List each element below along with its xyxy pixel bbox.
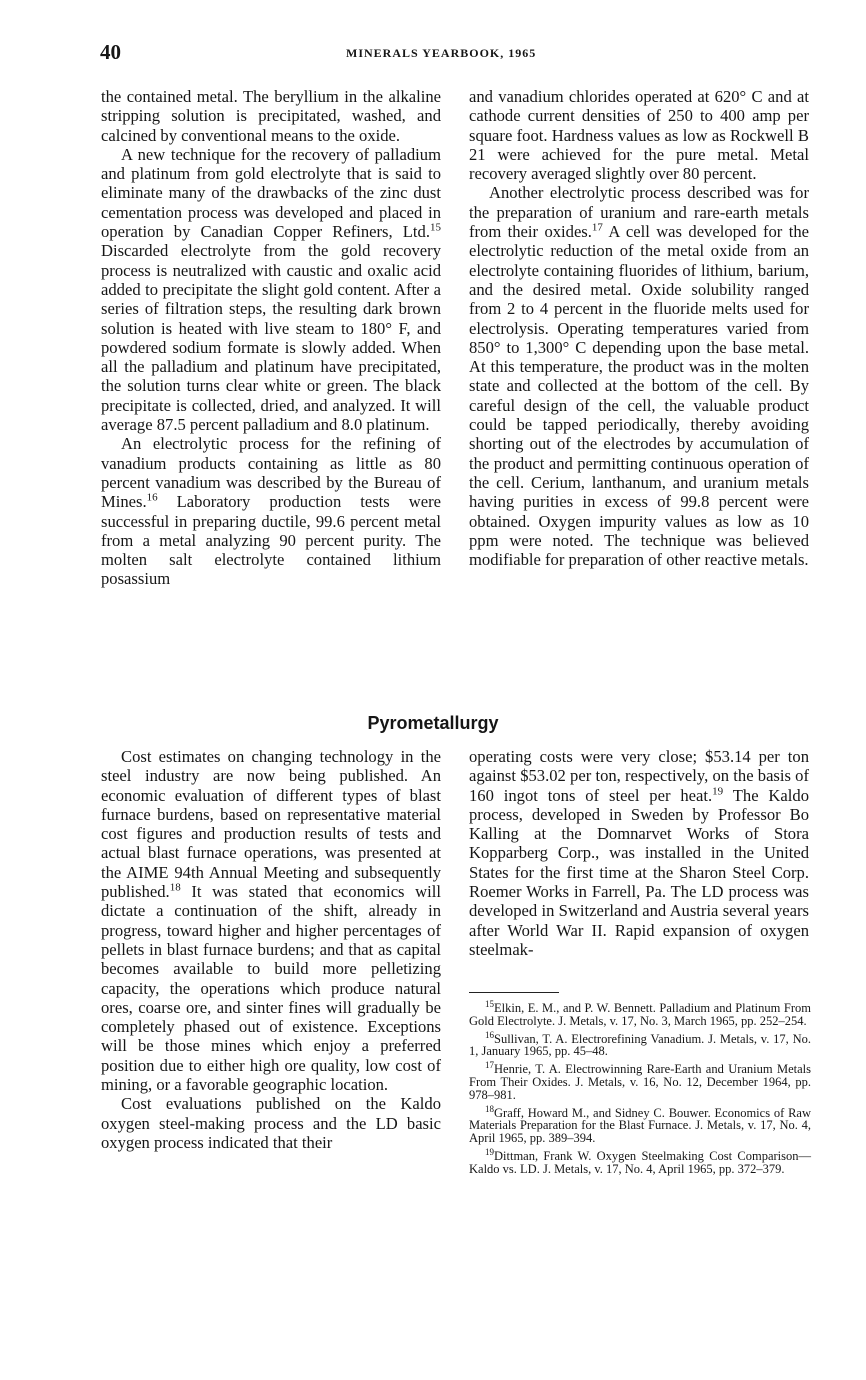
footnote-text: Graff, Howard M., and Sidney C. Bouwer. Economics of Raw Materials Preparation for the Blast Furnace. J. Metals, v. 17, No. 4, April 1965, pp. 389–394. [469,1105,811,1146]
paragraph [469,747,809,959]
footnote [469,1103,811,1146]
footnote-reference: 15 [430,221,441,234]
section-heading: Pyrometallurgy [367,713,499,733]
page-number: 40 [100,40,121,64]
column-bottom-right [469,747,809,959]
running-title: MINERALS YEARBOOK, 1965 [346,46,537,60]
paragraph-text: operating costs were very close; $53.14 per ton against $53.02 per ton, respectively, on the basis of 160 ingot tons of steel per heat. [469,747,809,805]
paragraph [101,145,441,434]
footnote-reference: 18 [169,881,181,894]
paragraph-text: A cell was developed for the electrolytic reduction of the metal oxide from an electrolyte containing fluorides of lithium, barium, and the desired metal. Oxide solubility ranged from 2 to 4 percent in the fluoride melts used for electrolysis. Operating temperatures varied from 850° to 1,300° C depending upon the base metal. At this temperature, the product was in the molten state and collected at the bottom of the cell. By careful design of the cell, the valuable product could be tapped periodically, thereby avoiding shorting out of the electrodes by accumulation of the product and permitting continuous operation of the cell. Cerium, lanthanum, and uranium metals having purities in excess of 99.8 percent were obtained. Oxygen impurity values as low as 10 ppm were noted. The technique was believed modifiable for preparation of other reactive metals. [469,222,809,570]
paragraph-text: Cost estimates on changing technology in the steel industry are now being published. An economic evaluation of different types of blast furnace burdens, based on representative material cost figures and production results of tests and actual blast furnace operations, was presented at the AIME 94th Annual Meeting and subsequently published. [101,747,441,902]
footnotes [469,998,811,1181]
paragraph [101,434,441,588]
paragraph-text: The Kaldo process, developed in Sweden by Professor Bo Kalling at the Domnarvet Works of Stora Kopparberg Corp., was installed in the United States for the first time at the Sharon Steel Corp. Roemer Works in Farrell, Pa. The LD process was developed in Switzerland and Austria several years after World War II. Rapid expansion of oxygen steelmak- [469,785,809,959]
footnote [469,1060,811,1102]
footnote-divider [469,992,559,993]
paragraph-text: An electrolytic process for the refining of vanadium products containing as little as 80 percent vanadium was described by the Bureau of Mines. [101,434,441,512]
footnote-reference: 19 [712,785,724,798]
footnote-text: Sullivan, T. A. Electrorefining Vanadium. J. Metals, v. 17, No. 1, January 1965, pp. 45–48. [469,1031,811,1059]
footnote-number: 17 [485,1060,494,1071]
footnote [469,1029,811,1059]
footnote-reference: 17 [591,221,603,234]
footnote-number: 16 [485,1029,494,1040]
paragraph: Cost evaluations published on the Kaldo oxygen steel-making process and the LD basic oxygen process indicated that their [101,1094,441,1152]
footnote [469,1146,811,1176]
footnote-number: 15 [485,998,494,1009]
footnote-text: Elkin, E. M., and P. W. Bennett. Palladium and Platinum From Gold Electrolyte. J. Metals, v. 17, No. 3, March 1965, pp. 252–254. [469,1001,811,1028]
column-bottom-left [101,747,441,1152]
footnote-text: Henrie, T. A. Electrowinning Rare-Earth and Uranium Metals From Their Oxides. J. Metals, v. 16, No. 12, December 1964, pp. 978–981. [469,1062,811,1102]
column-top-right [469,87,809,569]
paragraph: and vanadium chlorides operated at 620° C and at cathode current densities of 250 to 400 amp per square foot. Hardness values as low as Rockwell B 21 were achieved for the pure metal. Metal recovery averaged slightly over 80 percent. [469,87,809,184]
paragraph [469,183,809,569]
paragraph-text: Another electrolytic process described was for the preparation of uranium and rare-earth metals from their oxides. [469,183,809,242]
paragraph [101,747,441,1094]
footnote-number: 18 [485,1103,494,1114]
paragraph: the contained metal. The beryllium in the alkaline stripping solution is precipitated, washed, and calcined by conventional means to the oxide. [101,87,441,145]
footnote-number: 19 [485,1146,494,1157]
paragraph-text: A new technique for the recovery of palladium and platinum from gold electrolyte that is said to eliminate many of the drawbacks of the zinc dust cementation process was developed and placed in operation by Canadian Copper Refiners, Ltd. [101,144,441,242]
footnote [469,998,811,1028]
footnote-text: Dittman, Frank W. Oxygen Steelmaking Cost Comparison—Kaldo vs. LD. J. Metals, v. 17, No. 4, April 1965, pp. 372–379. [469,1148,811,1176]
footnote-reference: 16 [146,491,158,504]
paragraph-text: Laboratory production tests were successful in preparing ductile, 99.6 percent metal from a metal analyzing 90 percent purity. The molten salt electrolyte contained lithium posassium [101,492,441,589]
paragraph-text: It was stated that economics will dictate a continuation of the shift, already in progress, toward higher and higher percentages of pellets in blast furnace burdens; and that as capital becomes available to build more pelletizing capacity, the operations which produce natural ores, coarse ore, and sinter fines will gradually be completely phased out of existence. Exceptions will be those mines which enjoy a preferred position due to either high ore quality, low cost of mining, or a favorable geographic location. [101,882,441,1095]
paragraph-text: Discarded electrolyte from the gold recovery process is neutralized with caustic and oxalic acid added to precipitate the slight gold content. After a series of filtration steps, the resulting dark brown solution is heated with live steam to 180° F, and powdered sodium formate is slowly added. When all the palladium and platinum have precipitated, the solution turns clear white or green. The black precipitate is collected, dried, and analyzed. It will average 87.5 percent palladium and 8.0 platinum. [101,241,441,435]
column-top-left [101,87,441,589]
